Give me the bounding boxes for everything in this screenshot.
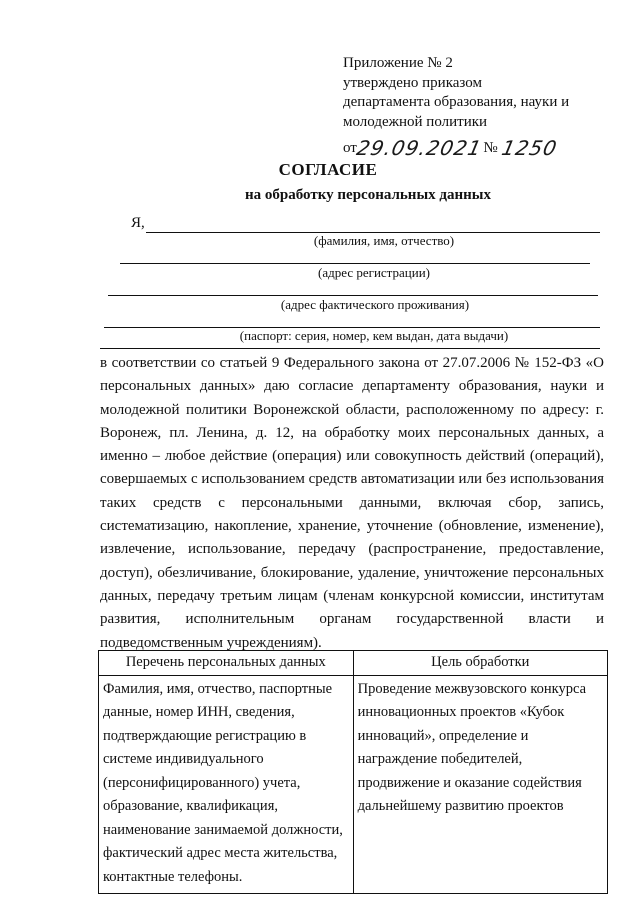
passport-fill-line[interactable] bbox=[104, 311, 600, 328]
personal-data-table bbox=[98, 650, 608, 894]
cell-data-list: Фамилия, имя, отчество, паспортные данные, номер ИНН, сведения, подтверждающие регистрацию в системе индивидуального (персонифицированного) учета, образование, квалификация, наименование занимаемой должности, фактический адрес места жительства, контактные телефоны. bbox=[99, 675, 354, 894]
table-header-row bbox=[99, 651, 608, 676]
registration-fill-line[interactable] bbox=[120, 247, 590, 264]
name-fill-line[interactable] bbox=[146, 216, 600, 233]
document-title: СОГЛАСИЕ bbox=[278, 160, 378, 179]
number-prefix: № bbox=[483, 139, 498, 156]
registration-caption: (адрес регистрации) bbox=[318, 265, 430, 280]
document-subtitle: на обработку персональных данных bbox=[245, 187, 491, 203]
actual-address-fill-line[interactable] bbox=[108, 279, 598, 296]
date-prefix: от bbox=[343, 139, 357, 156]
order-date-line bbox=[343, 132, 633, 158]
appendix-department-cont: молодежной политики bbox=[343, 113, 488, 130]
name-caption: (фамилия, имя, отчество) bbox=[313, 233, 455, 248]
handwritten-number: 1250 bbox=[499, 135, 560, 160]
actual-address-caption: (адрес фактического проживания) bbox=[280, 297, 470, 312]
appendix-department: департамента образования, науки и bbox=[343, 94, 570, 110]
header-data-list: Перечень персональных данных bbox=[99, 651, 354, 676]
passport-caption: (паспорт: серия, номер, кем выдан, дата выдачи) bbox=[239, 328, 509, 343]
handwritten-date: 29.09.2021 bbox=[354, 135, 485, 160]
appendix-block bbox=[343, 54, 633, 158]
header-purpose: Цель обработки bbox=[353, 651, 607, 676]
appendix-approved: утверждено приказом bbox=[343, 74, 482, 91]
appendix-number: Приложение № 2 bbox=[343, 55, 453, 71]
consent-body-text: в соответствии со статьей 9 Федерального закона от 27.07.2006 № 152-ФЗ «О персональных данных» даю согласие департаменту образования, науки и молодежной политики Воронежской области, расположенному по адресу: г. Воронеж, пл. Ленина, д. 12, на обработку моих персональных данных, а именно – любое действие (операция) или совокупность действий (операций), совершаемых с использованием средств автоматизации или без использования таких средств с персональными данными, включая сбор, запись, систематизацию, накопление, хранение, уточнение (обновление, изменение), извлечение, использование, передачу (распространение, предоставление, доступ), обезличивание, блокирование, удаление, уничтожение персональных данных, передачу третьим лицам (членам конкурсной комиссии, институтам развития, исполнительным органам государственной власти и подведомственным учреждениям). bbox=[100, 355, 604, 651]
extra-fill-line[interactable] bbox=[100, 338, 600, 349]
ya-label: Я, bbox=[131, 215, 145, 231]
cell-purpose: Проведение межвузовского конкурса инновационных проектов «Кубок инноваций», определение и награждение победителей, продвижение и оказание содействия дальнейшему развитию проектов bbox=[353, 675, 607, 894]
table-row bbox=[99, 675, 608, 894]
